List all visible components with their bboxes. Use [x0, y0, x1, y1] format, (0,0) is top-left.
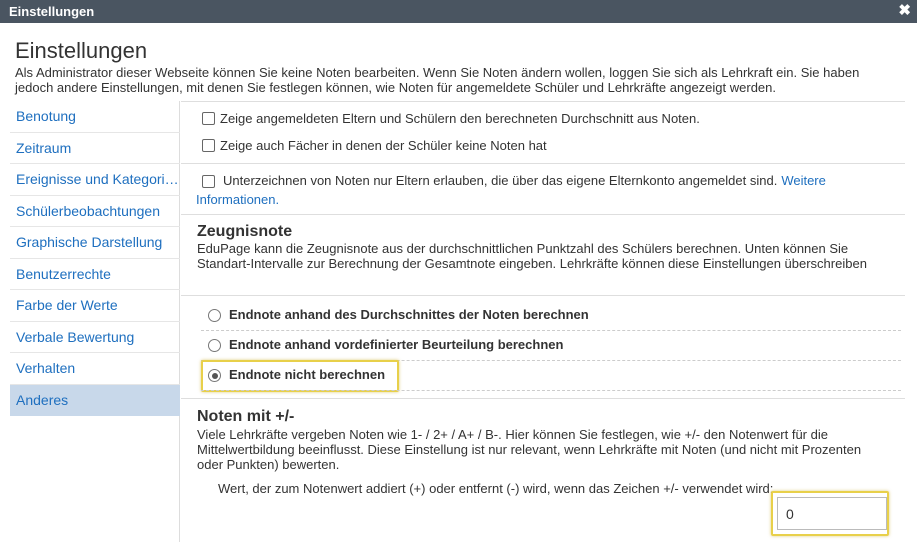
- dialog-titlebar: [0, 0, 917, 23]
- sidebar-item-zeitraum[interactable]: Zeitraum: [10, 133, 180, 165]
- highlight-box: [771, 491, 889, 536]
- sidebar-item-verbale-bewertung[interactable]: Verbale Bewertung: [10, 322, 180, 354]
- divider: [181, 214, 905, 215]
- more-info-link-continuation[interactable]: Informationen.: [196, 192, 280, 207]
- page-intro: Als Administrator dieser Webseite können Sie keine Noten bearbeiten. Wenn Sie Noten ändern wollen, loggen Sie sich als Lehrkraft ein. Sie haben jedoch andere Einstellungen, mit denen Sie festlegen können, wie Noten für angemeldete Schüler und Lehrkräfte angezeigt werden.: [15, 65, 860, 95]
- sidebar-item-farbe-der-werte[interactable]: Farbe der Werte: [10, 290, 180, 322]
- page-title: Einstellungen: [15, 38, 148, 63]
- show-average-label: Zeige angemeldeten Eltern und Schülern den berechneten Durchschnitt aus Noten.: [220, 111, 700, 126]
- sidebar-item-graphische-darstellung[interactable]: Graphische Darstellung: [10, 227, 180, 259]
- divider: [181, 398, 905, 399]
- sidebar-item-anderes[interactable]: Anderes: [10, 385, 180, 417]
- dashed-divider: [201, 390, 901, 391]
- dashed-divider: [201, 330, 901, 331]
- option-show-average[interactable]: [202, 111, 700, 126]
- sign-parents-only-label: Unterzeichnen von Noten nur Eltern erlauben, die über das eigene Elternkonto angemeldet sind.: [223, 173, 778, 188]
- sidebar-item-ereignisse[interactable]: Ereignisse und Kategorien: [10, 164, 180, 196]
- radio-option-average[interactable]: [208, 306, 589, 322]
- plusminus-title: Noten mit +/-: [197, 408, 295, 425]
- option-sign-parents-only[interactable]: [202, 173, 826, 188]
- radio-predefined-label: Endnote anhand vordefinierter Beurteilung berechnen: [229, 336, 564, 352]
- zeugnisnote-title: Zeugnisnote: [197, 223, 293, 240]
- show-empty-subjects-label: Zeige auch Fächer in denen der Schüler keine Noten hat: [220, 138, 547, 153]
- radio-average[interactable]: [208, 309, 221, 322]
- plusminus-field-label: Wert, der zum Notenwert addiert (+) oder entfernt (-) wird, wenn das Zeichen +/- verwendet wird:: [218, 481, 774, 496]
- show-empty-subjects-checkbox[interactable]: [202, 139, 215, 152]
- radio-predefined[interactable]: [208, 339, 221, 352]
- option-show-empty-subjects[interactable]: [202, 138, 547, 153]
- highlight-box: [201, 360, 399, 392]
- sidebar-item-verhalten[interactable]: Verhalten: [10, 353, 180, 385]
- sign-parents-only-checkbox[interactable]: [202, 175, 215, 188]
- plusminus-description: Viele Lehrkräfte vergeben Noten wie 1- / 2+ / A+ / B-. Hier können Sie festlegen, wie +/- den Notenwert für die Mittelwertbildung beeinflusst. Diese Einstellung ist nur relevant, wenn Lehrkräfte mit Noten (und nicht mit Prozenten oder Punkten) bewerten.: [197, 427, 862, 472]
- sidebar-item-benotung[interactable]: Benotung: [10, 101, 180, 133]
- settings-content: [181, 101, 905, 542]
- radio-option-predefined[interactable]: [208, 336, 563, 352]
- show-average-checkbox[interactable]: [202, 112, 215, 125]
- divider: [181, 101, 905, 102]
- radio-average-label: Endnote anhand des Durchschnittes der Noten berechnen: [229, 306, 589, 322]
- close-icon[interactable]: ✖: [898, 2, 911, 19]
- sidebar-item-schuelerbeobachtungen[interactable]: Schülerbeobachtungen: [10, 196, 180, 228]
- divider: [181, 295, 905, 296]
- settings-sidebar: [10, 101, 180, 542]
- sidebar-item-benutzerrechte[interactable]: Benutzerrechte: [10, 259, 180, 291]
- divider: [181, 163, 905, 164]
- radio-none-label: Endnote nicht berechnen: [229, 366, 386, 382]
- dialog-title: Einstellungen: [9, 4, 95, 19]
- more-info-link[interactable]: Weitere: [781, 173, 826, 188]
- zeugnisnote-description: EduPage kann die Zeugnisnote aus der durchschnittlichen Punktzahl des Schülers berechnen. Unten können Sie Standart-Intervalle zur Berechnung der Gesamtnote eingeben. Lehrkräfte können diese Einstellungen überschreiben: [197, 241, 867, 271]
